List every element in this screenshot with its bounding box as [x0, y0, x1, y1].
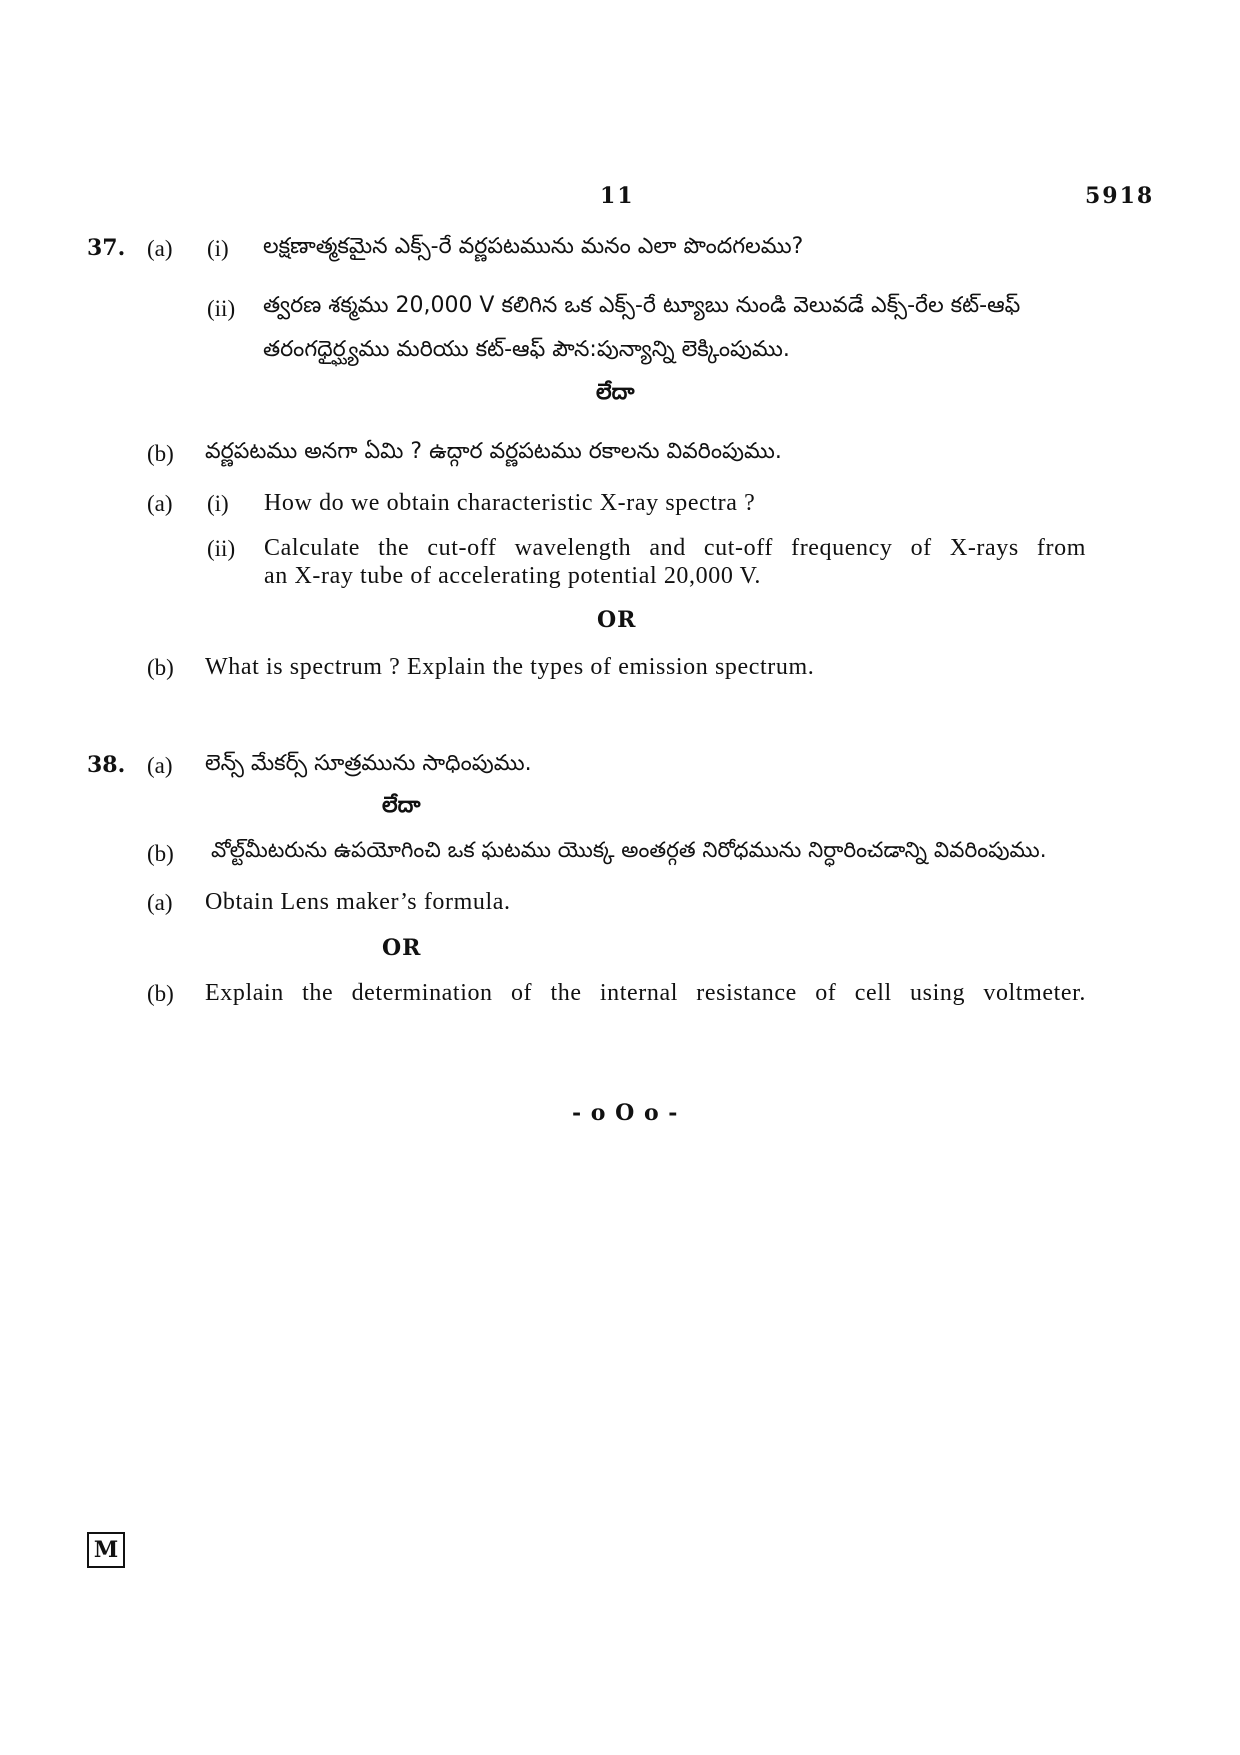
q37-te-or: లేదా	[596, 380, 635, 405]
q37-en-b-label: (b)	[147, 655, 174, 680]
q37-te-ii-line1: త్వరణ శక్మము 20,000 V కలిగిన ఒక ఎక్స్-రే ట్యూబు నుండి వెలువడే ఎక్స్-రేల కట్-ఆఫ్	[263, 293, 1021, 318]
q38-te-b-label: (b)	[147, 841, 174, 866]
q38-en-a-text: Obtain Lens maker’s formula.	[205, 889, 511, 915]
corner-medium-box: M	[87, 1532, 125, 1568]
question-37-number: 37.	[87, 235, 126, 261]
q37-te-ii-label: (ii)	[207, 296, 236, 321]
q37-en-i-label: (i)	[207, 491, 229, 516]
q37-en-a-label: (a)	[147, 491, 173, 516]
q37-en-ii-line1: Calculate the cut-off wavelength and cut-off frequency of X-rays from	[264, 535, 1086, 561]
end-of-paper-mark: - o O o -	[572, 1100, 679, 1126]
q37-te-i-text: లక్షణాత్మకమైన ఎక్స్-రే వర్ణపటమును మనం ఎలా పొందగలము?	[263, 234, 804, 259]
q38-te-a-label: (a)	[147, 753, 173, 778]
q37-te-b-label: (b)	[147, 441, 174, 466]
q37-en-ii-label: (ii)	[207, 536, 236, 561]
q37-en-ii-line2: an X-ray tube of accelerating potential 20,000 V.	[264, 563, 762, 589]
q38-en-b-text: Explain the determination of the internal resistance of cell using voltmeter.	[205, 980, 1086, 1006]
page-number: 11	[600, 183, 635, 209]
q38-te-b-text: వోల్ట్‌మీటరును ఉపయోగించి ఒక ఘటము యొక్క అంతర్గత నిరోధమును నిర్ధారించడాన్ని వివరింపుము.	[211, 838, 1047, 863]
q37-te-a-label: (a)	[147, 236, 173, 261]
q37-en-or: OR	[597, 607, 637, 633]
q37-te-i-label: (i)	[207, 236, 229, 261]
q37-en-i-text: How do we obtain characteristic X-ray spectra ?	[264, 490, 756, 516]
q38-en-or: OR	[382, 935, 422, 961]
q38-en-b-label: (b)	[147, 981, 174, 1006]
q38-te-or: లేదా	[382, 793, 421, 818]
q38-te-a-text: లెన్స్ మేకర్స్ సూత్రమును సాధింపుము.	[205, 751, 532, 776]
q37-te-b-text: వర్ణపటము అనగా ఏమి ? ఉద్గార వర్ణపటము రకాలను వివరింపుము.	[205, 439, 782, 464]
q38-en-a-label: (a)	[147, 890, 173, 915]
q37-te-ii-line2: తరంగధైర్ఘ్యము మరియు కట్-ఆఫ్ పౌన:పున్యాన్ని లెక్కింపుము.	[263, 337, 790, 362]
q37-en-b-text: What is spectrum ? Explain the types of emission spectrum.	[205, 654, 815, 680]
question-38-number: 38.	[87, 752, 126, 778]
paper-code: 5918	[1085, 183, 1155, 209]
